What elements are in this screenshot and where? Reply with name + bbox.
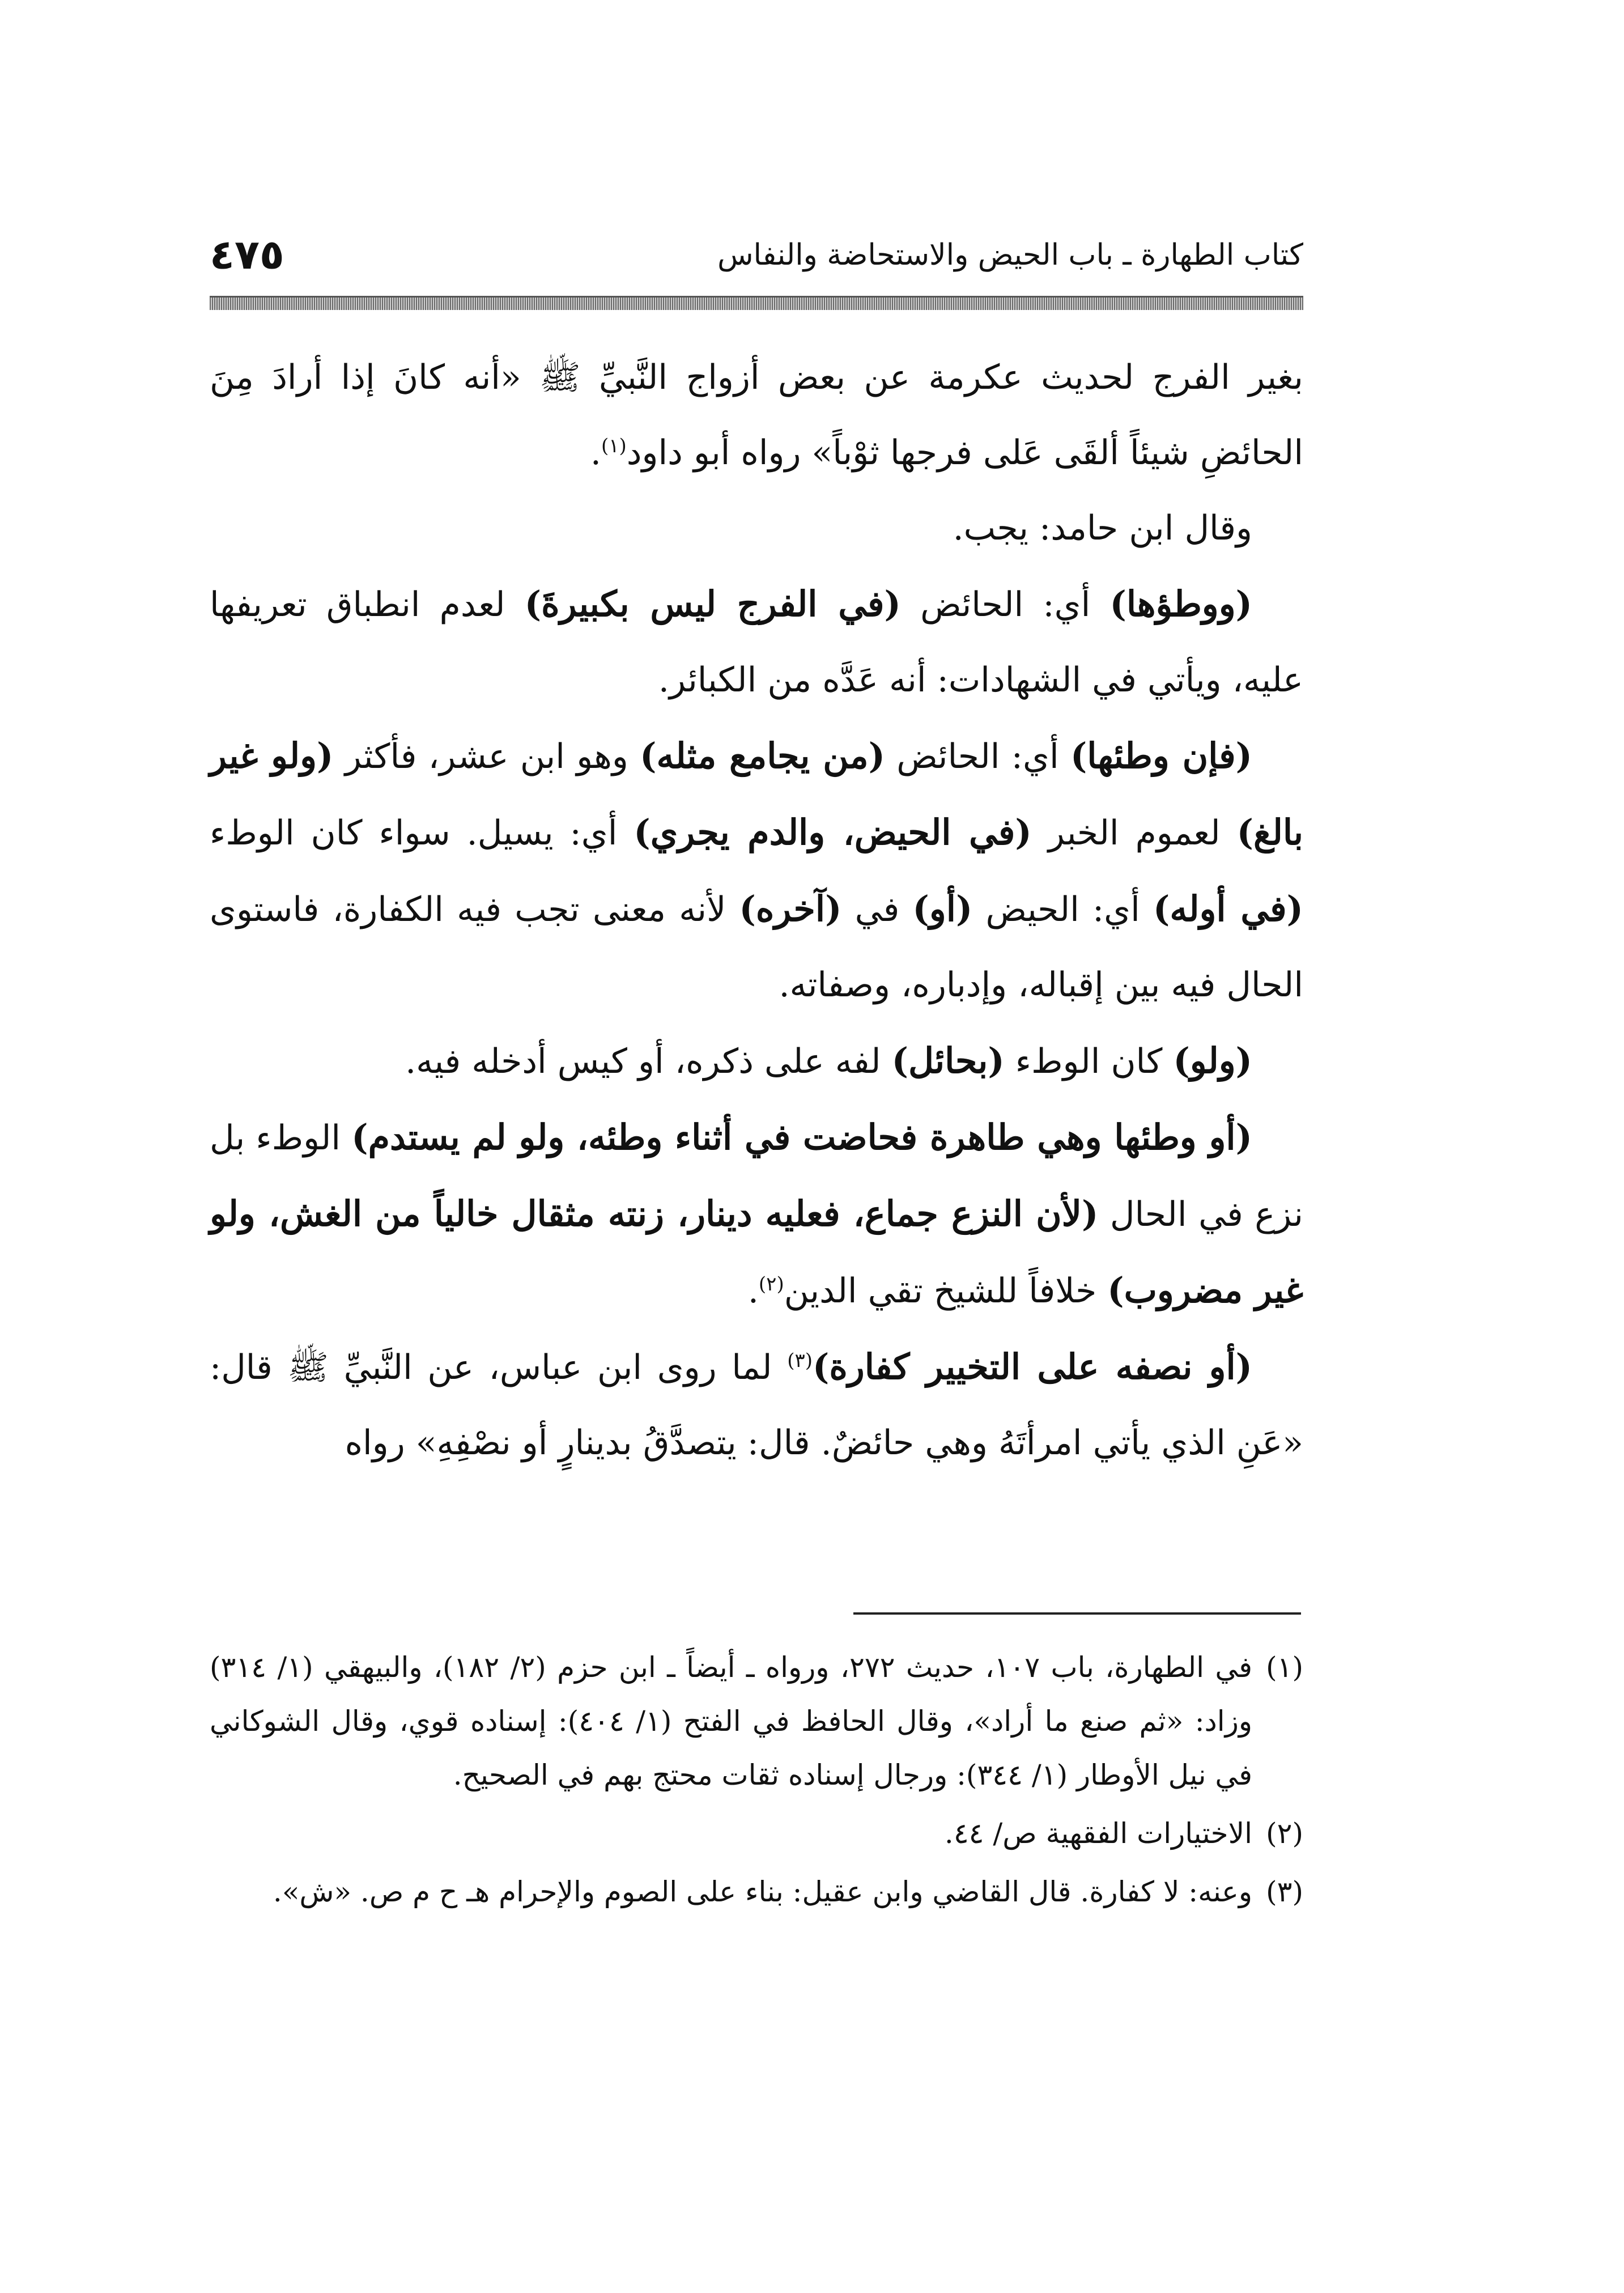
text-run: بغير الفرج لحديث عكرمة عن بعض أزواج النَّبيِّ ﷺ «أنه كانَ إذا أرادَ مِنَ الحائضِ شيئاً ألقَى عَلى فرجها ثوْباً» رواه أبو داود <box>210 358 1303 473</box>
footnote-number: (٢) <box>1266 1817 1303 1850</box>
footnotes <box>210 1641 1303 1923</box>
footnote-text: وعنه: لا كفارة. قال القاضي وابن عقيل: بناء على الصوم والإحرام هـ ح م ص. «ش». <box>273 1875 1252 1908</box>
matn-term: (ووطؤها) <box>1109 583 1253 625</box>
matn-term: (فإن وطئها) <box>1070 735 1252 776</box>
paragraph-4 <box>210 718 1303 1023</box>
text-run: أي: يسيل. سواء كان الوطء <box>210 813 634 853</box>
footnote-marker-3: (٣) <box>787 1349 813 1372</box>
text-run: وقال ابن حامد: يجب. <box>953 508 1252 548</box>
matn-term: (آخره) <box>739 888 842 929</box>
paragraph-7 <box>210 1329 1303 1481</box>
running-header <box>210 230 1303 292</box>
text-run: أي: الحائض <box>900 585 1110 625</box>
paragraph-2 <box>210 491 1303 566</box>
text-run: خلافاً للشيخ تقي الدين <box>784 1271 1108 1311</box>
text-run: لأنه معنى تجب فيه الكفارة، فاستوى الحال فيه بين إقباله، وإدباره، وصفاته. <box>210 890 1303 1005</box>
paragraph-3 <box>210 566 1303 718</box>
text-run: . <box>747 1271 759 1311</box>
text-run: لفه على ذكره، أو كيس أدخله فيه. <box>405 1042 892 1081</box>
text-run: لعموم الخبر <box>1031 813 1237 853</box>
paragraph-5 <box>210 1023 1303 1099</box>
footnote-marker-1: (١) <box>601 435 627 457</box>
matn-term: (ولو) <box>1173 1040 1252 1081</box>
paragraph-1 <box>210 340 1303 491</box>
text-run: لعدم انطباق تعريفها عليه، ويأتي في الشهادات: أنه عَدَّه من الكبائر. <box>210 585 1303 700</box>
matn-term: (في أوله) <box>1153 888 1303 929</box>
text-run: كان الوطء <box>1004 1042 1174 1081</box>
text-run: وهو ابن عشر، فأكثر <box>333 737 640 776</box>
matn-term: (في الفرج ليس بكبيرةَ) <box>524 583 901 625</box>
main-text <box>210 340 1303 1481</box>
footnote-number: (١) <box>1266 1651 1303 1684</box>
running-title: كتاب الطهارة ـ باب الحيض والاستحاضة والنفاس <box>717 238 1303 272</box>
footnote-2 <box>210 1807 1303 1861</box>
matn-term: (ولو غير بالغ) <box>210 735 1304 853</box>
text-run: الوطء بل نزع في الحال <box>210 1118 1303 1234</box>
footnote-text: الاختيارات الفقهية ص/ ٤٤. <box>944 1817 1252 1850</box>
matn-term: (أو وطئها وهي طاهرة فحاضت في أثناء وطئه، ولو لم يستدم) <box>351 1116 1252 1158</box>
footnote-3 <box>210 1865 1303 1919</box>
text-run: أي: الحيض <box>972 890 1154 929</box>
matn-term: (أو) <box>912 888 973 929</box>
paragraph-6 <box>210 1099 1303 1329</box>
matn-term: (في الحيض، والدم يجري) <box>634 812 1032 853</box>
footnote-marker-2: (٢) <box>758 1273 784 1296</box>
footnote-1 <box>210 1641 1303 1802</box>
header-divider <box>210 296 1303 310</box>
footnote-divider <box>853 1612 1301 1615</box>
matn-term: (بحائل) <box>891 1040 1005 1081</box>
footnote-text: في الطهارة، باب ١٠٧، حديث ٢٧٢، ورواه ـ أيضاً ـ ابن حزم (٢/ ١٨٢)، والبيهقي (١/ ٣١٤) وزاد: «ثم صنع ما أراد»، وقال الحافظ في الفتح (١/ ٤٠٤): إسناده قوي، وقال الشوكاني في نيل الأوطار (١/ ٣٤٤): ورجال إسناده ثقات محتج بهم في الصحيح. <box>210 1651 1252 1791</box>
page-number: ٤٧٥ <box>210 231 284 278</box>
footnote-number: (٣) <box>1266 1875 1303 1908</box>
text-run: لما روى ابن عباس، عن النَّبيِّ ﷺ قال: «عَنِ الذي يأتي امرأتَهُ وهي حائضٌ. قال: يتصدَّقُ بدينارٍ أو نصْفِهِ» رواه <box>210 1348 1303 1463</box>
text-run: . <box>590 433 601 473</box>
matn-term: (من يجامع مثله) <box>640 735 885 776</box>
matn-term: (أو نصفه على التخيير كفارة) <box>812 1346 1252 1387</box>
text-run: في <box>841 890 913 929</box>
matn-term: (لأن النزع جماع، فعليه دينار، زنته مثقال خالياً من الغش، ولو غير مضروب) <box>210 1193 1303 1311</box>
text-run: أي: الحائض <box>885 737 1070 776</box>
